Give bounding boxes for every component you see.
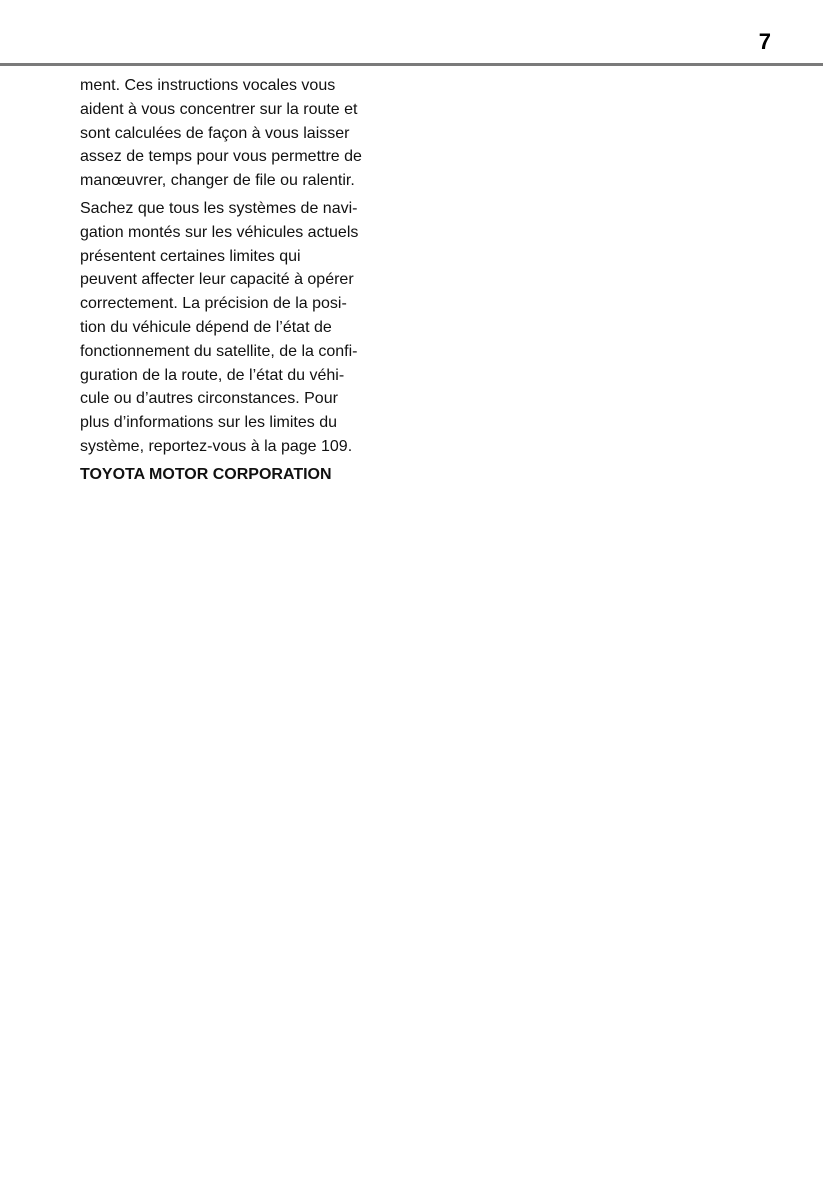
text-line: guration de la route, de l’état du véhi- [80, 366, 345, 384]
text-line: sont calculées de façon à vous laisser [80, 124, 350, 142]
header-rule [0, 63, 823, 66]
paragraph-navigation-limits [80, 197, 395, 459]
text-line: ment. Ces instructions vocales vous [80, 77, 336, 94]
page-number: 7 [758, 29, 771, 54]
text-line: manœuvrer, changer de file ou ralentir. [80, 172, 355, 190]
text-line: gation montés sur les véhicules actuels [80, 223, 359, 241]
text-line: Sachez que tous les systèmes de navi- [80, 199, 358, 217]
text-line: tion du véhicule dépend de l’état de [80, 318, 332, 336]
text-line: fonctionnement du satellite, de la confi- [80, 342, 358, 360]
text-line: correctement. La précision de la posi- [80, 295, 347, 313]
paragraph-voice-instructions [80, 74, 395, 193]
text-line: présentent certaines limites qui [80, 247, 301, 265]
text-line: assez de temps pour vous permettre de [80, 148, 362, 166]
text-line: cule ou d’autres circonstances. Pour [80, 390, 338, 408]
main-text-column [80, 74, 395, 491]
company-name: TOYOTA MOTOR CORPORATION [80, 465, 332, 483]
text-line: plus d’informations sur les limites du [80, 414, 337, 432]
text-line: peuvent affecter leur capacité à opérer [80, 271, 354, 289]
text-line: système, reportez-vous à la page 109. [80, 437, 353, 455]
text-line: aident à vous concentrer sur la route et [80, 100, 358, 118]
